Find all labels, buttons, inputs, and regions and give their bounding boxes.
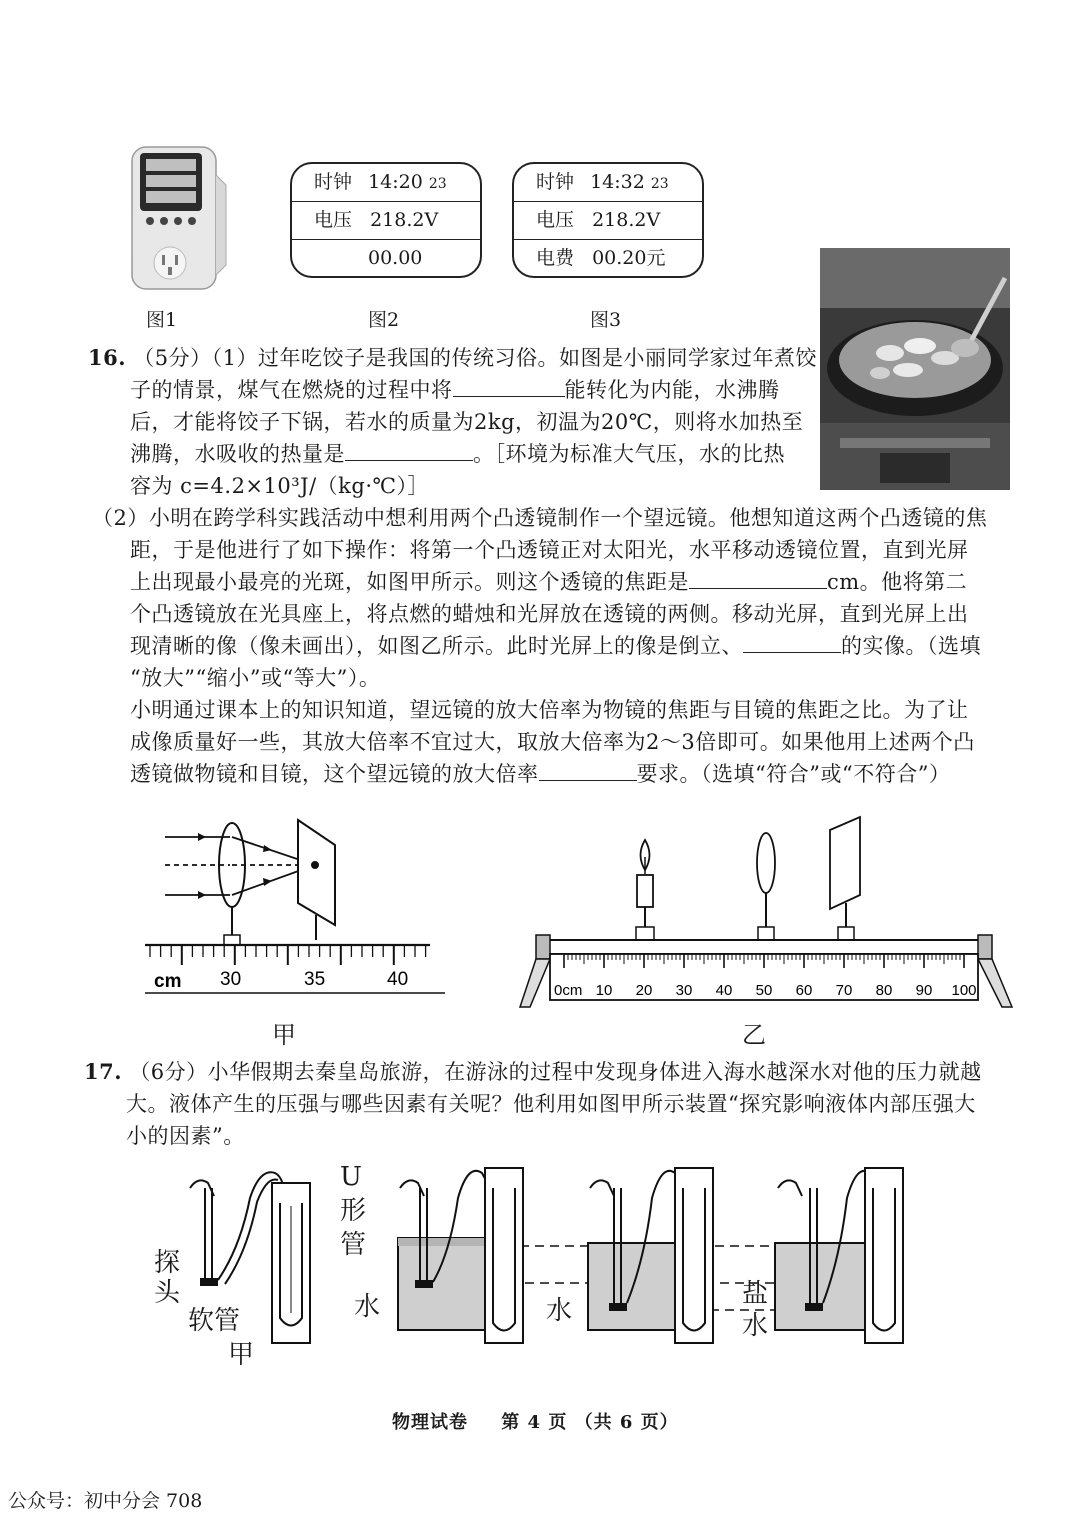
answer-blank-heat[interactable]	[345, 438, 473, 461]
yi-tick-label: 90	[915, 982, 933, 999]
fig3-clock-value: 14:32	[590, 171, 645, 193]
figure-yi-optical-bench	[518, 815, 1018, 1010]
apparatus-water-deep	[588, 1168, 713, 1343]
fig3-caption: 图3	[590, 309, 622, 331]
fig2-caption: 图2	[368, 309, 400, 331]
fig3-clock-label: 时钟	[536, 171, 575, 193]
fig2-fee-row	[292, 240, 480, 277]
fig3-fee-row	[514, 240, 702, 277]
fig2-clock-row	[292, 164, 480, 202]
fig2-clock-sec: 23	[428, 176, 447, 192]
q16-p2-line1: （2）小明在跨学科实践活动中想利用两个凸透镜制作一个望远镜。他想知道这两个凸透镜的焦	[92, 506, 988, 530]
jia-ruler-ticks	[150, 945, 426, 965]
q16-line-3	[130, 406, 803, 438]
q16-number: 16.	[88, 345, 127, 370]
fig3-voltage-label: 电压	[536, 209, 575, 231]
water-label-1: 水	[354, 1292, 381, 1322]
q16-p2-line-5	[130, 630, 981, 662]
q16-line-4	[130, 438, 785, 470]
water-label-2: 水	[546, 1296, 573, 1326]
q16-p1-line3: 后，才能将饺子下锅，若水的质量为2kg，初温为20℃，则将水加热至	[130, 410, 804, 434]
q16-p2-line2: 距，于是他进行了如下操作：将第一个凸透镜正对太阳光，水平移动透镜位置，直到光屏	[130, 538, 969, 562]
q16-line-1	[88, 342, 817, 374]
jia-unit-label: cm	[154, 971, 182, 992]
answer-blank-meets-requirement[interactable]	[539, 758, 637, 781]
fig3-meter-display	[512, 162, 704, 278]
q16-p2-line3b: cm。他将第二	[827, 570, 968, 594]
fig3-clock-row	[514, 164, 702, 202]
q16-p1-line2a: 子的情景，煤气在燃烧的过程中将	[130, 378, 453, 402]
fig3-clock-sec: 23	[650, 176, 669, 192]
q16-p2-line3a: 上出现最小最亮的光斑，如图甲所示。则这个透镜的焦距是	[130, 570, 689, 594]
q16-p2-line8: 成像质量好一些，其放大倍率不宜过大，取放大倍率为2～3倍即可。如果他用上述两个凸	[130, 730, 975, 754]
q16-line-2	[130, 374, 780, 406]
fig2-clock-value: 14:20	[368, 171, 423, 193]
q17-line3-text: 小的因素”。	[126, 1124, 245, 1148]
answer-blank-image-size[interactable]	[743, 630, 841, 653]
q17-number: 17.	[84, 1059, 123, 1084]
q16-p2-line-3	[130, 566, 967, 598]
q16-p2-line5a: 现清晰的像（像未画出），如图乙所示。此时光屏上的像是倒立、	[130, 634, 743, 658]
fig3-fee-value: 00.20元	[592, 247, 666, 269]
q16-p2-line-6	[130, 662, 380, 694]
hose-label: 软管	[188, 1306, 241, 1336]
q16-p2-line-1	[92, 502, 987, 534]
figure-17-pressure-apparatus	[150, 1158, 920, 1383]
q17-score: （6分）	[129, 1060, 208, 1084]
q16-p1-line1: （1）过年吃饺子是我国的传统习俗。如图是小丽同学家过年煮饺	[211, 346, 817, 370]
q17-line1-text: 小华假期去秦皇岛旅游，在游泳的过程中发现身体进入海水越深水对他的压力就越	[207, 1060, 982, 1084]
q16-p2-line6: “放大”“缩小”或“等大”）。	[130, 666, 381, 690]
q16-p1-line4a: 沸腾，水吸收的热量是	[130, 442, 345, 466]
q16-p2-line-9	[130, 758, 950, 790]
fig3-fee-label: 电费	[536, 247, 575, 269]
fig3-voltage-row	[514, 202, 702, 240]
q16-p2-line-7	[130, 694, 969, 726]
q16-p2-line-2	[130, 534, 969, 566]
fig2-voltage-row	[292, 202, 480, 240]
figure-yi-caption: 乙	[742, 1021, 766, 1049]
apparatus-salt-water	[775, 1168, 903, 1343]
q17-line2-text: 大。液体产生的压强与哪些因素有关呢？他利用如图甲所示装置“探究影响液体内部压强大	[126, 1092, 976, 1116]
yi-tick-label: 50	[755, 982, 773, 999]
yi-tick-label: 40	[715, 982, 733, 999]
dumpling-cooking-photo	[820, 248, 1010, 490]
watermark-text: 公众号：初中分会 708	[8, 1490, 203, 1512]
fig2-voltage-value: 218.2V	[370, 209, 439, 231]
jia-tick-35: 35	[304, 969, 326, 990]
q16-p1-line4b: 。［环境为标准大气压，水的比热	[473, 442, 785, 466]
fig2-fee-value: 00.00	[368, 247, 423, 269]
q16-p2-line-8	[130, 726, 975, 758]
jia-tick-30: 30	[220, 969, 242, 990]
fig2-clock-label: 时钟	[314, 171, 353, 193]
yi-tick-label: 0cm	[554, 982, 583, 999]
yi-tick-label: 30	[675, 982, 693, 999]
q16-p2-line4: 个凸透镜放在光具座上，将点燃的蜡烛和光屏放在透镜的两侧。移动光屏，直到光屏上出	[130, 602, 969, 626]
footer-subject: 物理试卷	[392, 1412, 468, 1433]
yi-tick-label: 60	[795, 982, 813, 999]
answer-blank-focal-length[interactable]	[689, 566, 827, 589]
yi-tick-label: 100	[951, 982, 977, 999]
yi-tick-label: 20	[635, 982, 653, 999]
figure-jia-lens-focusing	[140, 815, 450, 1000]
apparatus-water-shallow	[398, 1168, 523, 1343]
figure-jia-caption: 甲	[272, 1021, 296, 1049]
yi-tick-label: 70	[835, 982, 853, 999]
q17-line-2	[126, 1088, 976, 1120]
salt-water-label: 盐水	[742, 1279, 769, 1341]
footer-page: 第 4 页 （共 6 页）	[501, 1412, 679, 1433]
power-meter-figure	[118, 145, 228, 295]
q16-line-5	[130, 470, 429, 502]
fig3-voltage-value: 218.2V	[592, 209, 661, 231]
q16-score: （5分）	[133, 346, 212, 370]
fig1-caption: 图1	[146, 309, 178, 331]
q16-p2-line5b: 的实像。（选填	[841, 634, 981, 658]
yi-tick-label: 10	[595, 982, 613, 999]
jia-apparatus-label: 甲	[228, 1340, 255, 1370]
u-tube-label: U形管	[340, 1162, 367, 1260]
q16-p1-line5: 容为 c=4.2×10³J/（kg·℃）］	[130, 474, 429, 498]
probe-label: 探头	[154, 1248, 181, 1308]
page-footer	[392, 1408, 679, 1434]
q17-line-1	[84, 1056, 982, 1088]
q17-line-3	[126, 1120, 245, 1152]
jia-tick-40: 40	[387, 969, 409, 990]
answer-blank-energy[interactable]	[453, 374, 565, 397]
fig2-meter-display	[290, 162, 482, 278]
q16-p2-line7: 小明通过课本上的知识知道，望远镜的放大倍率为物镜的焦距与目镜的焦距之比。为了让	[130, 698, 969, 722]
fig2-voltage-label: 电压	[314, 209, 353, 231]
q16-p2-line9a: 透镜做物镜和目镜，这个望远镜的放大倍率	[130, 762, 539, 786]
q16-p1-line2b: 能转化为内能，水沸腾	[564, 378, 780, 402]
yi-tick-label: 80	[875, 982, 893, 999]
q16-p2-line9b: 要求。（选填“符合”或“不符合”）	[636, 762, 951, 786]
q16-p2-line-4	[130, 598, 969, 630]
